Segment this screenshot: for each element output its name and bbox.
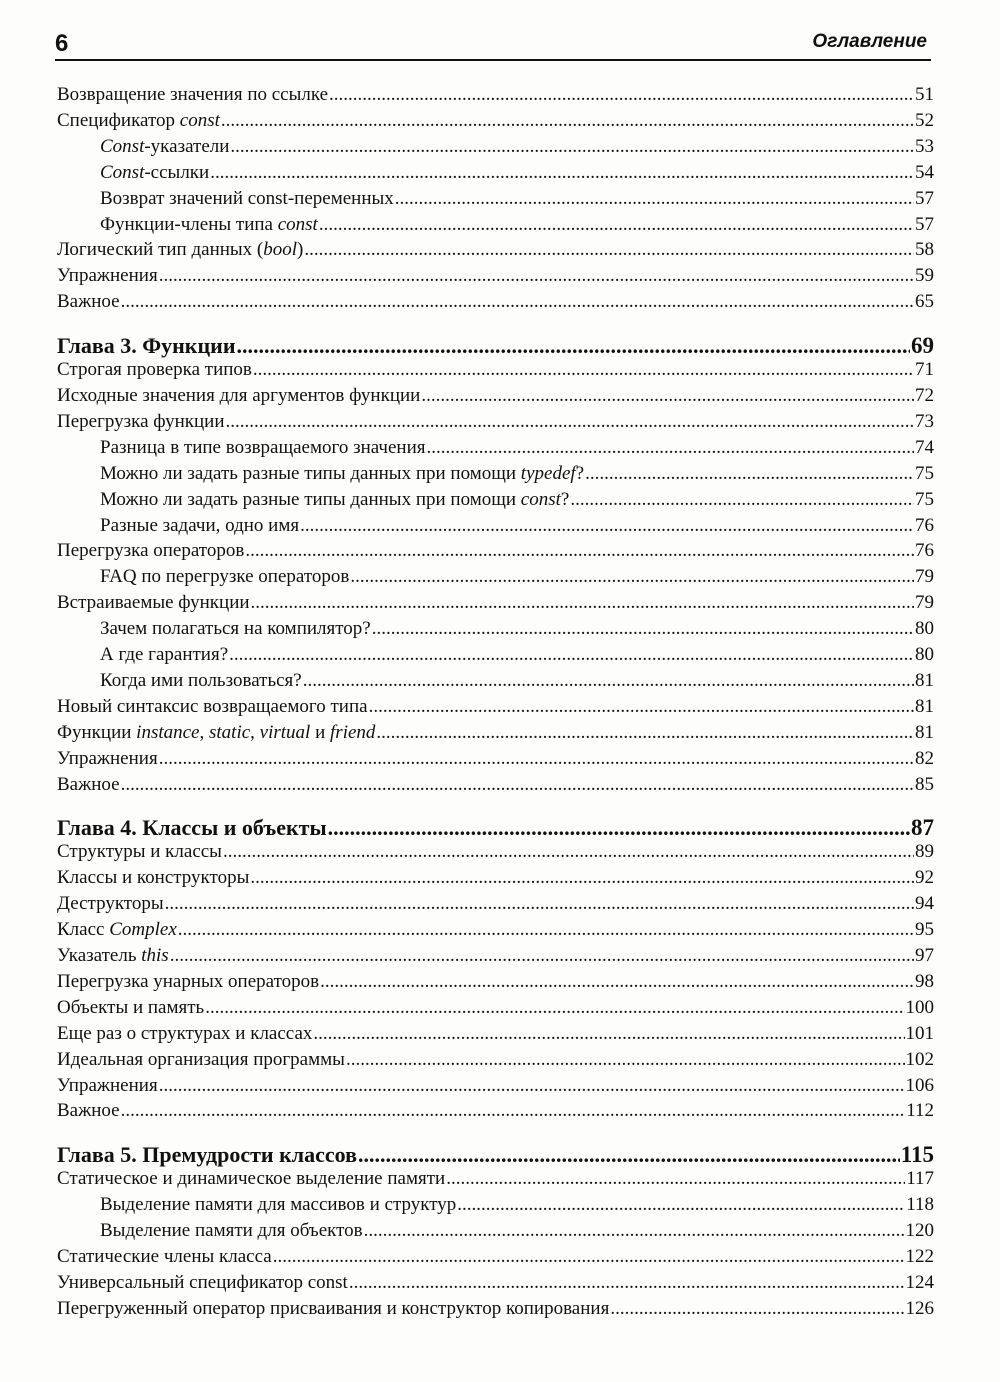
entry-title-part: А где гарантия?	[100, 644, 229, 665]
dot-leader	[446, 1168, 905, 1190]
entry-page-number: 57	[915, 213, 934, 235]
dot-leader	[319, 214, 914, 236]
entry-title-part: Const	[100, 161, 145, 183]
entry-title-part: Спецификатор	[57, 109, 180, 131]
entry-title-part: typedef	[520, 462, 576, 484]
dot-leader	[427, 437, 915, 459]
entry-page-number: 115	[900, 1142, 934, 1168]
entry-title-part: Упражнения	[57, 1074, 158, 1096]
page-number: 6	[55, 30, 69, 57]
dot-leader	[364, 1220, 905, 1242]
toc-entry	[57, 841, 934, 863]
toc-subentry	[100, 1220, 934, 1242]
dot-leader	[457, 1194, 905, 1216]
entry-title	[100, 618, 371, 640]
entry-page-number: 87	[911, 815, 934, 841]
entry-page-number: 58	[915, 239, 934, 261]
dot-leader	[328, 815, 910, 841]
dot-leader	[320, 971, 914, 993]
entry-page-number: 98	[915, 970, 934, 992]
toc-subentry	[100, 463, 934, 485]
entry-title	[100, 644, 228, 666]
dot-leader	[121, 291, 914, 313]
entry-title-part: )	[297, 239, 304, 261]
entry-title-part: Деструкторы	[57, 893, 164, 915]
entry-title-part: Статическое и динамическое выделение памяти	[57, 1168, 446, 1190]
entry-page-number: 92	[915, 867, 934, 889]
toc-entry	[57, 1272, 934, 1294]
entry-title-part: ?	[575, 462, 585, 484]
entry-title	[57, 239, 303, 261]
entry-title-part: Указатель	[57, 945, 142, 966]
entry-title	[100, 162, 209, 184]
entry-page-number: 80	[915, 618, 934, 640]
dot-leader	[350, 566, 914, 588]
dot-leader	[221, 110, 914, 132]
dot-leader	[229, 644, 914, 666]
dot-leader	[165, 893, 914, 915]
entry-title-part: Функции	[57, 721, 137, 743]
entry-page-number: 75	[915, 462, 934, 484]
entry-page-number: 106	[905, 1074, 934, 1096]
entry-title-part: Идеальная организация программы	[57, 1048, 345, 1070]
entry-page-number: 52	[915, 109, 934, 131]
toc-subentry	[100, 618, 934, 640]
entry-title-part: Разные задачи, одно имя	[100, 514, 300, 536]
entry-page-number: 85	[915, 773, 934, 795]
dot-leader	[223, 841, 914, 863]
chapter-heading	[57, 1142, 934, 1168]
entry-title-part: Классы и конструкторы	[57, 867, 250, 889]
entry-title-part: Возвращение значения по ссылке	[57, 84, 329, 105]
toc-entry	[57, 540, 934, 562]
entry-title-part: Класс	[57, 919, 110, 941]
entry-title-part: Важное	[57, 1100, 120, 1122]
toc-subentry	[100, 566, 934, 588]
entry-title-part: FAQ по перегрузке операторов	[100, 566, 350, 588]
entry-title	[100, 188, 394, 210]
dot-leader	[395, 188, 914, 210]
dot-leader	[170, 945, 914, 967]
entry-title-part: Возврат значений const-переменных	[100, 187, 394, 209]
entry-title	[57, 411, 225, 433]
entry-title	[57, 291, 120, 313]
entry-title-part: Const	[100, 135, 145, 157]
entry-page-number: 81	[915, 695, 934, 717]
toc-entry	[57, 867, 934, 889]
entry-page-number: 73	[915, 410, 934, 432]
entry-title-part: Глава 3. Функции	[57, 333, 236, 359]
toc-subentry	[100, 1194, 934, 1216]
toc-entry	[57, 1298, 934, 1320]
entry-title	[57, 1049, 345, 1071]
running-title: Оглавление	[812, 31, 927, 52]
entry-title-part: Универсальный спецификатор const	[57, 1271, 348, 1293]
dot-leader	[304, 239, 914, 261]
entry-title	[57, 385, 420, 407]
entry-title-part: Разница в типе возвращаемого значения	[100, 436, 426, 458]
entry-page-number: 72	[915, 385, 934, 406]
entry-page-number: 101	[905, 1022, 934, 1044]
dot-leader	[253, 359, 914, 381]
entry-page-number: 51	[915, 84, 934, 105]
toc-entry	[57, 110, 934, 132]
entry-title-part: Исходные значения для аргументов функции	[57, 385, 421, 406]
dot-leader	[585, 463, 914, 485]
entry-page-number: 89	[915, 841, 934, 863]
toc-subentry	[100, 162, 934, 184]
chapter-heading	[57, 333, 934, 359]
toc-entry	[57, 971, 934, 993]
chapter-heading	[57, 815, 934, 841]
entry-title-part: friend	[330, 721, 376, 743]
entry-page-number: 79	[915, 592, 934, 614]
toc-entry	[57, 748, 934, 770]
toc-entry	[57, 1168, 934, 1190]
entry-page-number: 122	[905, 1246, 934, 1267]
entry-title-part: Объекты и память	[57, 996, 205, 1018]
entry-title-part: Упражнения	[57, 747, 158, 769]
entry-page-number: 82	[915, 747, 934, 769]
dot-leader	[178, 919, 914, 941]
toc-entry	[57, 291, 934, 313]
toc-entry	[57, 359, 934, 381]
entry-page-number: 65	[915, 291, 934, 313]
entry-title-part: Встраиваемые функции	[57, 592, 250, 614]
entry-title	[57, 893, 164, 915]
toc-entry	[57, 1049, 934, 1071]
entry-title	[100, 1220, 363, 1242]
entry-title-part: this	[141, 945, 169, 966]
entry-title-part: Структуры и классы	[57, 841, 222, 863]
entry-title	[57, 1298, 609, 1320]
dot-leader	[303, 670, 914, 692]
toc-subentry	[100, 437, 934, 459]
toc-entry	[57, 265, 934, 287]
entry-title-part: Зачем полагаться на компилятор?	[100, 618, 371, 640]
entry-page-number: 117	[906, 1168, 934, 1190]
dot-leader	[570, 489, 914, 511]
entry-title-part: и	[310, 721, 331, 743]
toc-entry	[57, 945, 934, 967]
dot-leader	[376, 722, 914, 744]
entry-title-part: Важное	[57, 773, 120, 795]
entry-title	[57, 841, 222, 863]
dot-leader	[273, 1246, 905, 1268]
dot-leader	[369, 696, 914, 718]
entry-title	[57, 748, 158, 770]
entry-title	[100, 463, 584, 485]
entry-title-part: Упражнения	[57, 265, 158, 287]
entry-title	[100, 437, 426, 459]
entry-title-part: bool	[263, 239, 298, 261]
toc-entry	[57, 696, 934, 718]
entry-page-number: 81	[915, 669, 934, 691]
entry-title-part: virtual	[259, 721, 311, 743]
dot-leader	[237, 333, 910, 359]
toc-subentry	[100, 670, 934, 692]
entry-page-number: 69	[911, 333, 934, 359]
entry-title	[57, 971, 319, 993]
entry-page-number: 97	[915, 945, 934, 966]
dot-leader	[358, 1142, 900, 1168]
entry-page-number: 54	[915, 161, 934, 183]
entry-title	[100, 489, 569, 511]
toc-entry	[57, 774, 934, 796]
page-header	[55, 26, 927, 62]
toc-entry	[57, 893, 934, 915]
entry-title	[57, 1246, 272, 1268]
entry-title	[57, 1168, 445, 1190]
dot-leader	[313, 1023, 904, 1045]
toc-entry	[57, 722, 934, 744]
dot-leader	[121, 1100, 906, 1122]
entry-title-part: Новый синтаксис возвращаемого типа	[57, 695, 368, 717]
entry-title	[57, 867, 249, 889]
entry-page-number: 71	[915, 359, 934, 381]
entry-page-number: 124	[905, 1271, 934, 1293]
entry-page-number: 59	[915, 265, 934, 287]
entry-title-part: const	[277, 213, 318, 235]
toc-subentry	[100, 136, 934, 158]
entry-page-number: 76	[915, 540, 934, 562]
entry-title	[100, 515, 299, 537]
entry-title	[100, 670, 302, 692]
entry-title-part: Важное	[57, 291, 120, 313]
entry-page-number: 102	[905, 1048, 934, 1070]
dot-leader	[372, 618, 914, 640]
dot-leader	[159, 748, 914, 770]
entry-page-number: 79	[915, 566, 934, 588]
entry-title-part: ?	[560, 488, 570, 510]
toc-subentry	[100, 515, 934, 537]
entry-page-number: 100	[905, 996, 934, 1018]
dot-leader	[250, 867, 914, 889]
entry-title-part: Глава 5. Премудрости классов	[57, 1142, 357, 1168]
dot-leader	[159, 1075, 905, 1097]
toc-entry	[57, 1100, 934, 1122]
toc-subentry	[100, 214, 934, 236]
dot-leader	[329, 84, 914, 106]
toc-entry	[57, 1246, 934, 1268]
entry-title-part: Функции-члены типа	[100, 213, 278, 235]
toc-entry	[57, 239, 934, 261]
dot-leader	[205, 997, 904, 1019]
dot-leader	[346, 1049, 905, 1071]
entry-title	[57, 1075, 158, 1097]
dot-leader	[421, 385, 914, 407]
toc-entry	[57, 411, 934, 433]
entry-title-part: Можно ли задать разные типы данных при помощи	[100, 488, 521, 510]
entry-title-part: -ссылки	[144, 161, 210, 183]
entry-page-number: 53	[915, 135, 934, 157]
entry-page-number: 120	[905, 1220, 934, 1242]
entry-page-number: 94	[915, 893, 934, 915]
toc-entry	[57, 592, 934, 614]
entry-title	[57, 815, 327, 841]
toc-entry	[57, 1075, 934, 1097]
dot-leader	[121, 774, 914, 796]
entry-page-number: 81	[915, 721, 934, 743]
entry-title-part: const	[179, 109, 220, 131]
entry-title	[57, 592, 250, 614]
entry-title	[57, 722, 375, 744]
entry-page-number: 80	[915, 644, 934, 665]
entry-title-part: -указатели	[144, 135, 230, 157]
entry-title-part: Перегрузка унарных операторов	[57, 970, 320, 992]
toc-subentry	[100, 489, 934, 511]
entry-page-number: 126	[905, 1297, 934, 1319]
dot-leader	[210, 162, 914, 184]
entry-title	[100, 566, 349, 588]
dot-leader	[610, 1298, 904, 1320]
entry-title-part: Перегрузка функции	[57, 410, 225, 432]
dot-leader	[159, 265, 914, 287]
dot-leader	[349, 1272, 905, 1294]
entry-title-part: ,	[250, 721, 260, 743]
entry-title-part: Перегрузка операторов	[57, 540, 245, 562]
header-rule	[55, 59, 931, 61]
entry-title	[57, 265, 158, 287]
dot-leader	[226, 411, 914, 433]
entry-title-part: Когда ими пользоваться?	[100, 669, 302, 691]
dot-leader	[230, 136, 914, 158]
entry-title	[100, 214, 318, 236]
entry-title	[57, 1142, 357, 1168]
toc-entry	[57, 84, 934, 106]
entry-title-part: Перегруженный оператор присваивания и конструктор копирования	[57, 1297, 610, 1319]
entry-title-part: Статические члены класса	[57, 1246, 272, 1267]
entry-page-number: 95	[915, 919, 934, 941]
entry-title	[57, 696, 368, 718]
dot-leader	[251, 592, 914, 614]
entry-title	[57, 997, 204, 1019]
entry-page-number: 75	[915, 488, 934, 510]
entry-title	[100, 136, 229, 158]
entry-title	[57, 359, 252, 381]
entry-title	[57, 333, 236, 359]
toc-subentry	[100, 188, 934, 210]
entry-title-part: Еще раз о структурах и классах	[57, 1022, 313, 1044]
entry-page-number: 118	[906, 1194, 934, 1216]
entry-title-part: Выделение памяти для объектов	[100, 1220, 363, 1242]
entry-page-number: 74	[915, 436, 934, 458]
toc-entry	[57, 385, 934, 407]
entry-title-part: Выделение памяти для массивов и структур	[100, 1194, 457, 1216]
entry-page-number: 76	[915, 514, 934, 536]
dot-leader	[245, 540, 914, 562]
entry-title	[57, 84, 328, 106]
toc-entry	[57, 1023, 934, 1045]
entry-title	[57, 774, 120, 796]
entry-title-part: ,	[199, 721, 209, 743]
entry-title-part: Логический тип данных (	[57, 239, 264, 261]
entry-title	[57, 110, 220, 132]
entry-title-part: Строгая проверка типов	[57, 359, 252, 381]
toc-subentry	[100, 644, 934, 666]
entry-title-part: const	[520, 488, 561, 510]
dot-leader	[300, 515, 914, 537]
entry-page-number: 112	[906, 1100, 934, 1122]
entry-title	[57, 945, 169, 967]
entry-title-part: Можно ли задать разные типы данных при помощи	[100, 462, 521, 484]
toc-entry	[57, 997, 934, 1019]
entry-title	[57, 540, 244, 562]
entry-title	[57, 919, 177, 941]
entry-title	[57, 1272, 348, 1294]
entry-title	[57, 1100, 120, 1122]
toc-entry	[57, 919, 934, 941]
entry-page-number: 57	[915, 187, 934, 209]
entry-title-part: static	[209, 721, 251, 743]
entry-title	[57, 1023, 312, 1045]
entry-title-part: Complex	[109, 919, 177, 941]
entry-title	[100, 1194, 456, 1216]
entry-title-part: Глава 4. Классы и объекты	[57, 815, 327, 841]
entry-title-part: instance	[136, 721, 200, 743]
